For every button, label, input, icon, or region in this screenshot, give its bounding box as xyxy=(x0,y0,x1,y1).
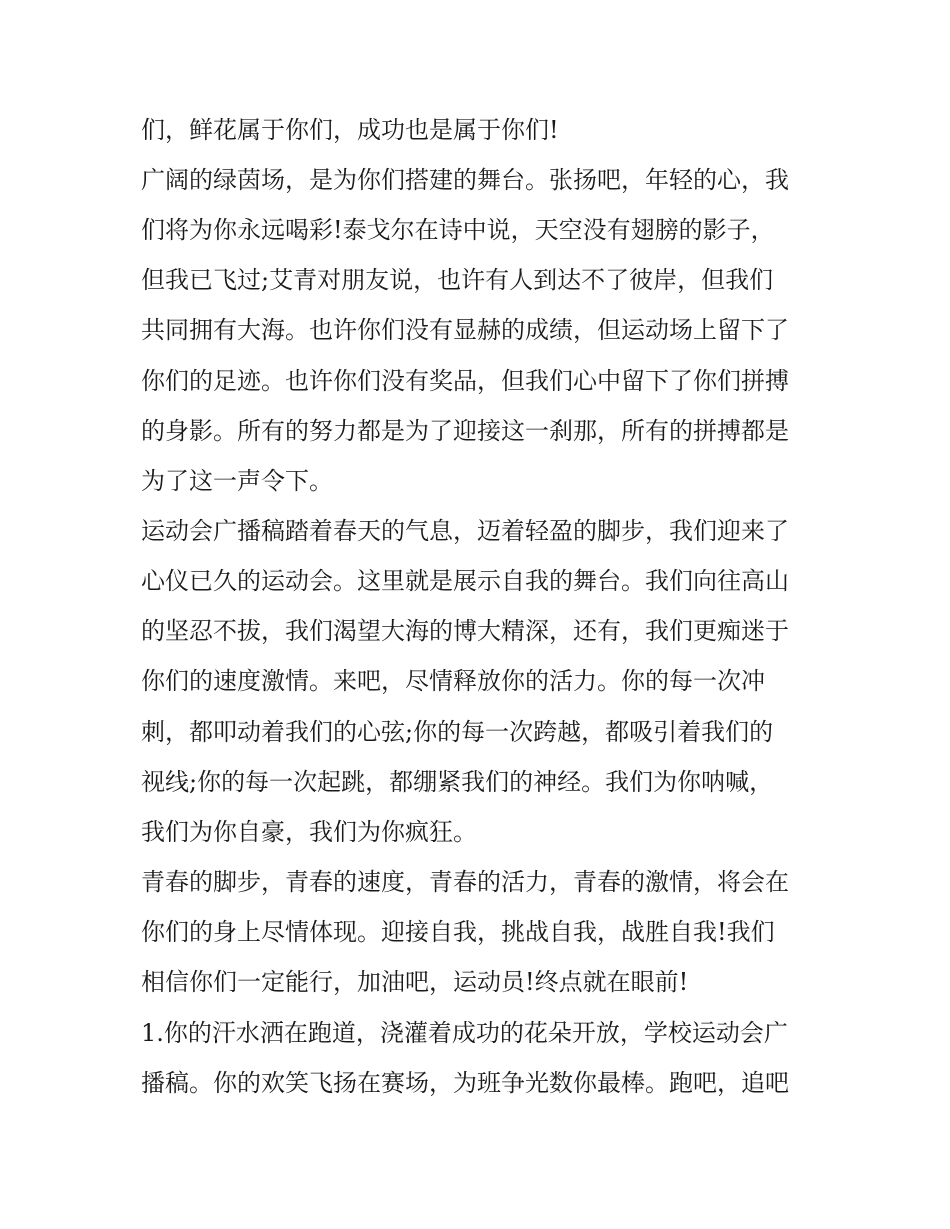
text-line: 运动会广播稿踏着春天的气息，迈着轻盈的脚步，我们迎来了 xyxy=(141,517,789,545)
text-line: 你们的足迹。也许你们没有奖品，但我们心中留下了你们拼搏 xyxy=(141,367,789,395)
text-line: 青春的脚步，青春的速度，青春的活力，青春的激情，将会在 xyxy=(141,868,789,896)
text-line: 们将为你永远喝彩!泰戈尔在诗中说，天空没有翅膀的影子， xyxy=(141,216,775,244)
text-line: 但我已飞过;艾青对朋友说，也许有人到达不了彼岸，但我们 xyxy=(141,266,774,294)
text-line: 刺，都叩动着我们的心弦;你的每一次跨越，都吸引着我们的 xyxy=(141,718,774,746)
text-line: 为了这一声令下。 xyxy=(141,467,333,495)
text-line: 们，鲜花属于你们，成功也是属于你们! xyxy=(141,116,559,144)
text-line: 心仪已久的运动会。这里就是展示自我的舞台。我们向往高山 xyxy=(141,567,789,595)
text-line: 播稿。你的欢笑飞扬在赛场，为班争光数你最棒。跑吧，追吧 xyxy=(141,1069,789,1097)
text-line: 广阔的绿茵场，是为你们搭建的舞台。张扬吧，年轻的心，我 xyxy=(141,166,789,194)
text-line: 你们的速度激情。来吧，尽情释放你的活力。你的每一次冲 xyxy=(141,667,765,695)
text-line: 视线;你的每一次起跳，都绷紧我们的神经。我们为你呐喊， xyxy=(141,768,774,796)
text-line: 1.你的汗水洒在跑道，浇灌着成功的花朵开放，学校运动会广 xyxy=(141,1019,788,1047)
text-line: 你们的身上尽情体现。迎接自我，挑战自我，战胜自我!我们 xyxy=(141,918,775,946)
text-line: 共同拥有大海。也许你们没有显赫的成绩，但运动场上留下了 xyxy=(141,316,789,344)
text-line: 我们为你自豪，我们为你疯狂。 xyxy=(141,818,477,846)
text-line: 相信你们一定能行，加油吧，运动员!终点就在眼前! xyxy=(141,968,689,996)
text-line: 的坚忍不拔，我们渴望大海的博大精深，还有，我们更痴迷于 xyxy=(141,617,789,645)
text-line: 的身影。所有的努力都是为了迎接这一刹那，所有的拼搏都是 xyxy=(141,417,789,445)
